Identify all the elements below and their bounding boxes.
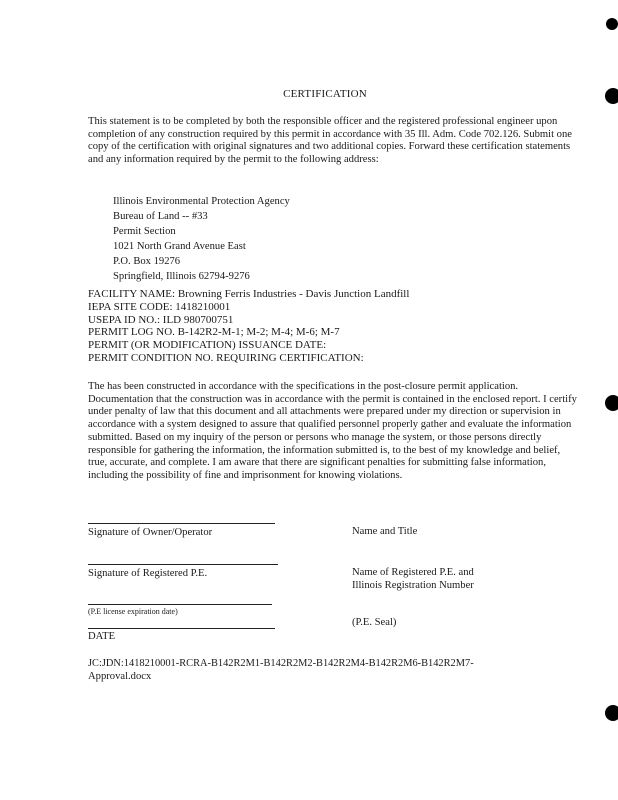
page-title: CERTIFICATION [283, 88, 367, 100]
address-line: Permit Section [113, 226, 176, 237]
address-line: Bureau of Land -- #33 [113, 211, 208, 222]
license-date-line[interactable] [88, 604, 272, 605]
permit-condition-no: PERMIT CONDITION NO. REQUIRING CERTIFICATION: [88, 351, 364, 364]
address-line: 1021 North Grand Avenue East [113, 241, 246, 252]
site-code: IEPA SITE CODE: 1418210001 [88, 300, 231, 313]
facility-name: FACILITY NAME: Browning Ferris Industries - Davis Junction Landfill [88, 288, 410, 300]
pe-seal-label: (P.E. Seal) [352, 617, 397, 628]
usepa-id: USEPA ID NO.: ILD 980700751 [88, 313, 234, 326]
certification-statement: The has been constructed in accordance with the specifications in the post-closure permit application. Documentation that the construction was in accordance with the permit is contained in the enclosed report. I certify under penalty of law that this document and all attachments were prepared under my direction or supervision in accordance with a system designed to assure that qualified personnel properly gather and evaluate the information submitted. Based on my inquiry of the person or persons who manage the system, or those persons directly responsible for gathering the information, the information submitted is, to the best of my knowledge and belief, true, accurate, and complete. I am aware that there are significant penalties for submitting false information, including the possibility of fine and imprisonment for knowing violations. [88, 381, 577, 481]
pe-name-line-1: Name of Registered P.E. and [352, 567, 474, 578]
pe-name-label [352, 566, 474, 592]
license-date-label: (P.E license expiration date) [88, 607, 178, 616]
punch-hole-middle [605, 395, 618, 411]
owner-signature-label: Signature of Owner/Operator [88, 527, 213, 538]
date-label: DATE [88, 631, 116, 642]
pe-signature-line[interactable] [88, 564, 278, 565]
issuance-date: PERMIT (OR MODIFICATION) ISSUANCE DATE: [88, 339, 327, 352]
address-line: Illinois Environmental Protection Agency [113, 196, 290, 207]
mailing-address [113, 194, 290, 284]
file-reference-line-2: Approval.docx [88, 671, 152, 682]
punch-hole-bottom [605, 705, 618, 721]
file-reference-line-1: JC:JDN:1418210001-RCRA-B142R2M1-B142R2M2-B142R2M4-B142R2M6-B142R2M7- [88, 658, 474, 669]
facility-info [88, 288, 409, 365]
address-line: Springfield, Illinois 62794-9276 [113, 271, 250, 282]
permit-log-no: PERMIT LOG NO. B-142R2-M-1; M-2; M-4; M-6; M-7 [88, 326, 340, 339]
punch-hole-corner [606, 18, 618, 30]
pe-name-line-2: Illinois Registration Number [352, 580, 474, 591]
date-line[interactable] [88, 628, 275, 629]
name-title-label: Name and Title [352, 526, 418, 537]
pe-signature-label: Signature of Registered P.E. [88, 568, 208, 579]
address-line: P.O. Box 19276 [113, 256, 181, 267]
intro-paragraph: This statement is to be completed by both the responsible officer and the registered professional engineer upon completion of any construction required by this permit in accordance with 35 Ill. Adm. Code 702.126. Submit one copy of the certification with original signatures and two additional copies. Forward these certification statements and any information required by the permit to the following address: [88, 116, 572, 166]
owner-signature-line[interactable] [88, 523, 275, 524]
